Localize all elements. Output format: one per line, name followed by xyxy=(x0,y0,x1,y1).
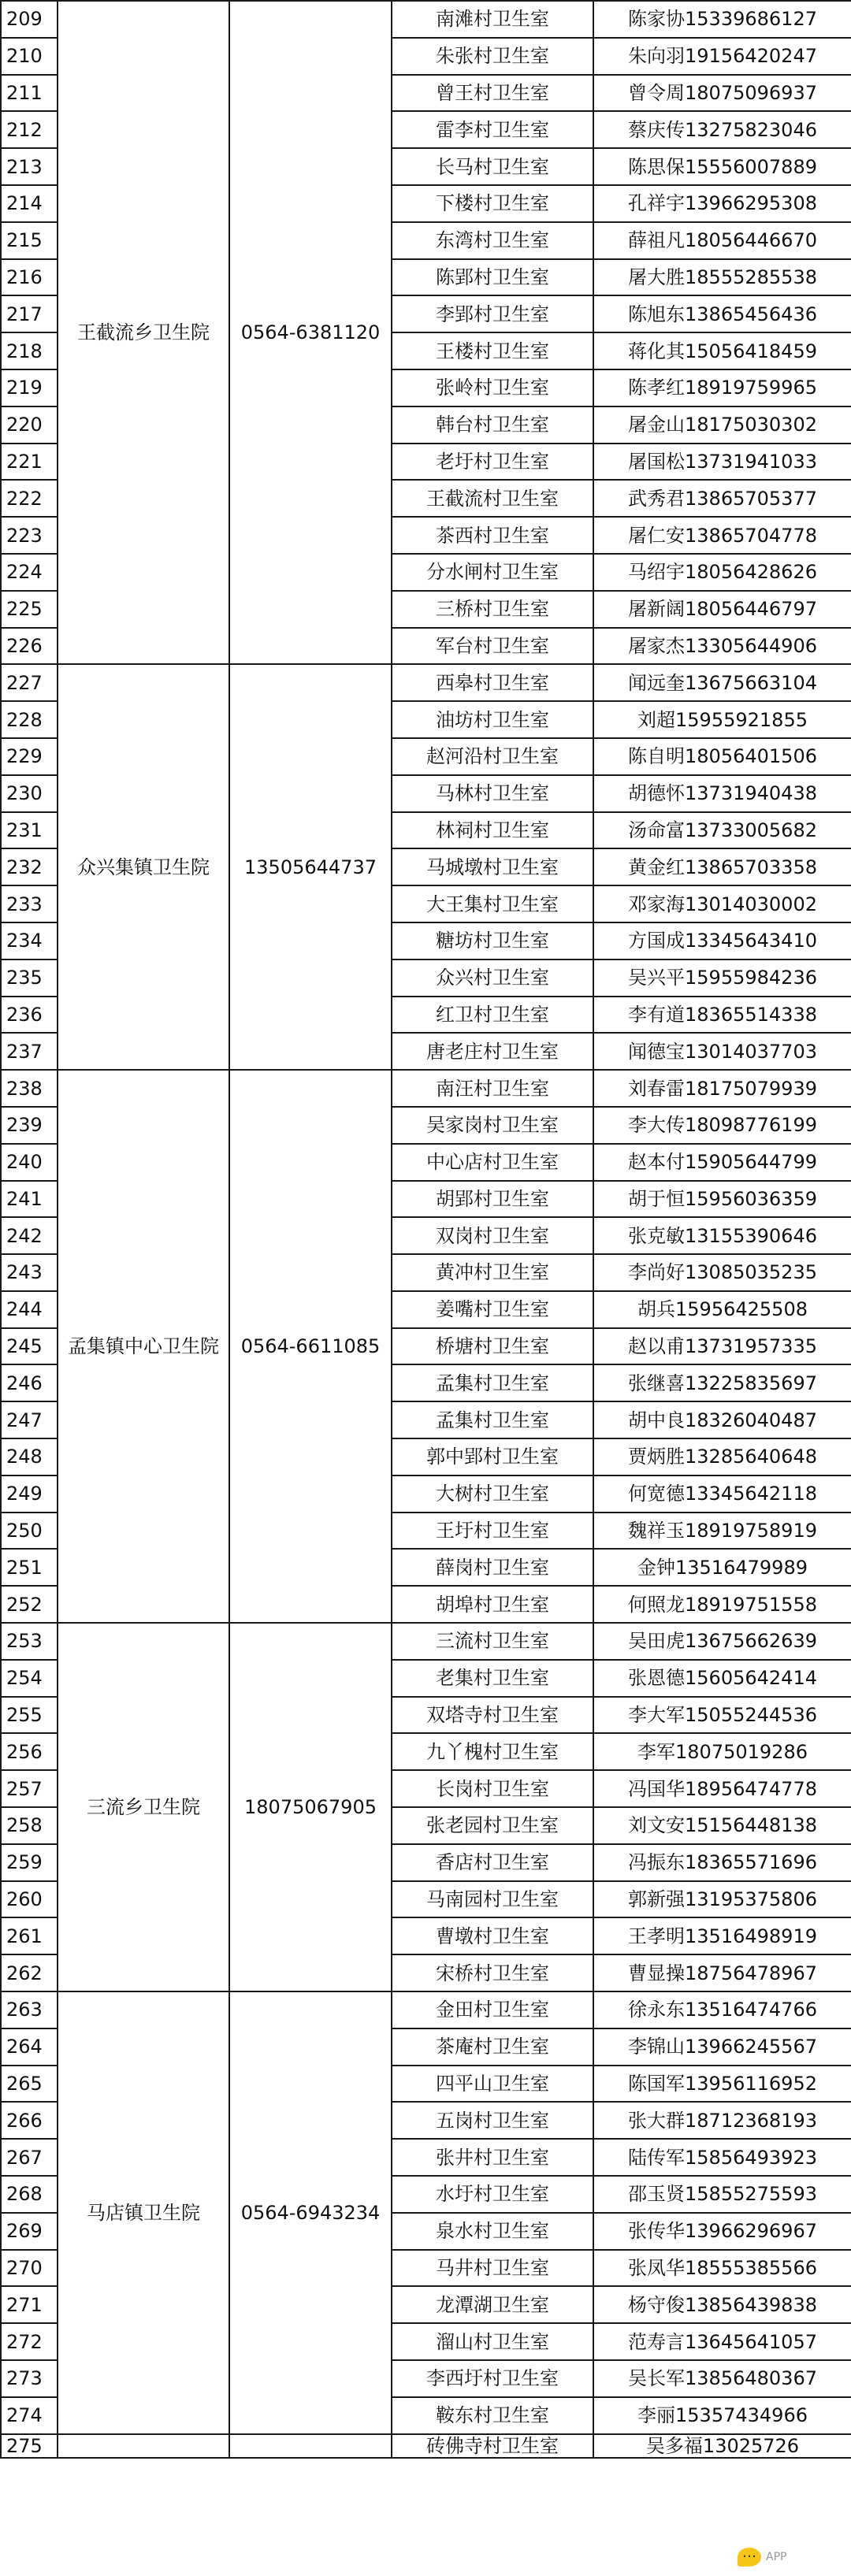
village-clinic: 老集村卫生室 xyxy=(392,1660,593,1697)
doctor-contact: 屠家杰13305644906 xyxy=(593,628,851,665)
hospital-phone: 0564-6381120 xyxy=(229,1,392,664)
village-clinic: 张老园村卫生室 xyxy=(392,1807,593,1844)
doctor-contact: 冯国华18956474778 xyxy=(593,1770,851,1807)
row-number: 230 xyxy=(1,775,58,812)
row-number: 223 xyxy=(1,517,58,554)
village-clinic: 大树村卫生室 xyxy=(392,1475,593,1513)
doctor-contact: 李有道18365514338 xyxy=(593,997,851,1034)
doctor-contact: 闻远奎13675663104 xyxy=(593,664,851,701)
doctor-contact: 邓家海13014030002 xyxy=(593,885,851,922)
village-clinic: 九丫槐村卫生室 xyxy=(392,1733,593,1770)
doctor-contact: 李军18075019286 xyxy=(593,1733,851,1770)
row-number: 267 xyxy=(1,2139,58,2176)
row-number: 266 xyxy=(1,2102,58,2139)
village-clinic: 孟集村卫生室 xyxy=(392,1401,593,1438)
doctor-contact: 范寿言13645641057 xyxy=(593,2323,851,2360)
doctor-contact: 陈思保15556007889 xyxy=(593,148,851,185)
village-clinic: 茶西村卫生室 xyxy=(392,517,593,554)
row-number: 262 xyxy=(1,1954,58,1991)
village-clinic: 张井村卫生室 xyxy=(392,2139,593,2176)
doctor-contact: 何宽德13345642118 xyxy=(593,1475,851,1513)
doctor-contact: 屠国松13731941033 xyxy=(593,444,851,481)
row-number: 261 xyxy=(1,1917,58,1954)
village-clinic: 林祠村卫生室 xyxy=(392,812,593,849)
village-clinic: 众兴村卫生室 xyxy=(392,960,593,997)
village-clinic: 鞍东村卫生室 xyxy=(392,2397,593,2434)
village-clinic: 南汪村卫生室 xyxy=(392,1070,593,1107)
row-number: 232 xyxy=(1,848,58,885)
doctor-contact: 黄金红13865703358 xyxy=(593,848,851,885)
doctor-contact: 刘春雷18175079939 xyxy=(593,1070,851,1107)
doctor-contact: 陆传军15856493923 xyxy=(593,2139,851,2176)
row-number: 213 xyxy=(1,148,58,185)
doctor-contact: 汤命富13733005682 xyxy=(593,812,851,849)
village-clinic: 黄冲村卫生室 xyxy=(392,1254,593,1291)
village-clinic: 五岗村卫生室 xyxy=(392,2102,593,2139)
row-number: 211 xyxy=(1,75,58,112)
row-number: 236 xyxy=(1,997,58,1034)
hospital-phone: 18075067905 xyxy=(229,1623,392,1991)
row-number: 234 xyxy=(1,922,58,960)
row-number: 218 xyxy=(1,332,58,369)
row-number: 263 xyxy=(1,1991,58,2029)
table-row xyxy=(1,664,851,701)
village-clinic: 朱张村卫生室 xyxy=(392,38,593,75)
village-clinic: 吴家岗村卫生室 xyxy=(392,1107,593,1144)
village-clinic: 茶庵村卫生室 xyxy=(392,2029,593,2066)
row-number: 241 xyxy=(1,1181,58,1218)
doctor-contact: 贾炳胜13285640648 xyxy=(593,1438,851,1475)
row-number: 231 xyxy=(1,812,58,849)
table-row xyxy=(1,2434,851,2458)
village-clinic: 马林村卫生室 xyxy=(392,775,593,812)
doctor-contact: 屠仁安13865704778 xyxy=(593,517,851,554)
row-number: 275 xyxy=(1,2434,58,2458)
village-clinic: 四平山卫生室 xyxy=(392,2066,593,2103)
row-number: 238 xyxy=(1,1070,58,1107)
row-number: 233 xyxy=(1,885,58,922)
doctor-contact: 曾令周18075096937 xyxy=(593,75,851,112)
row-number: 246 xyxy=(1,1364,58,1401)
village-clinic: 大王集村卫生室 xyxy=(392,885,593,922)
doctor-contact: 张克敏13155390646 xyxy=(593,1217,851,1254)
row-number: 253 xyxy=(1,1623,58,1660)
village-clinic: 长岗村卫生室 xyxy=(392,1770,593,1807)
row-number: 256 xyxy=(1,1733,58,1770)
village-clinic: 王截流村卫生室 xyxy=(392,480,593,517)
row-number: 225 xyxy=(1,591,58,628)
doctor-contact: 曹显操18756478967 xyxy=(593,1954,851,1991)
table-row xyxy=(1,1070,851,1107)
row-number: 255 xyxy=(1,1697,58,1734)
row-number: 219 xyxy=(1,369,58,406)
doctor-contact: 朱向羽19156420247 xyxy=(593,38,851,75)
doctor-contact: 张凤华18555385566 xyxy=(593,2250,851,2287)
doctor-contact: 金钟13516479989 xyxy=(593,1549,851,1586)
row-number: 222 xyxy=(1,480,58,517)
doctor-contact: 张恩德15605642414 xyxy=(593,1660,851,1697)
row-number: 240 xyxy=(1,1144,58,1181)
hospital-phone: 13505644737 xyxy=(229,664,392,1070)
doctor-contact: 马绍宇18056428626 xyxy=(593,554,851,591)
row-number: 272 xyxy=(1,2323,58,2360)
village-clinic: 下楼村卫生室 xyxy=(392,185,593,222)
row-number: 260 xyxy=(1,1881,58,1918)
row-number: 209 xyxy=(1,1,58,38)
village-clinic: 韩台村卫生室 xyxy=(392,406,593,444)
doctor-contact: 武秀君13865705377 xyxy=(593,480,851,517)
row-number: 265 xyxy=(1,2066,58,2103)
doctor-contact: 闻德宝13014037703 xyxy=(593,1033,851,1070)
doctor-contact: 徐永东13516474766 xyxy=(593,1991,851,2029)
village-clinic: 曾王村卫生室 xyxy=(392,75,593,112)
village-clinic: 长马村卫生室 xyxy=(392,148,593,185)
row-number: 229 xyxy=(1,738,58,775)
doctor-contact: 邵玉贤15855275593 xyxy=(593,2176,851,2213)
village-clinic: 水圩村卫生室 xyxy=(392,2176,593,2213)
village-clinic: 金田村卫生室 xyxy=(392,1991,593,2029)
row-number: 248 xyxy=(1,1438,58,1475)
hospital-name: 马店镇卫生院 xyxy=(58,1991,229,2434)
row-number: 257 xyxy=(1,1770,58,1807)
doctor-contact: 李大传18098776199 xyxy=(593,1107,851,1144)
village-clinic: 桥塘村卫生室 xyxy=(392,1328,593,1365)
doctor-contact: 张继喜13225835697 xyxy=(593,1364,851,1401)
village-clinic: 陈郢村卫生室 xyxy=(392,259,593,296)
hospital-name: 孟集镇中心卫生院 xyxy=(58,1070,229,1623)
doctor-contact: 陈国军13956116952 xyxy=(593,2066,851,2103)
doctor-contact: 冯振东18365571696 xyxy=(593,1844,851,1881)
village-clinic: 胡郢村卫生室 xyxy=(392,1181,593,1218)
doctor-contact: 吴多福13025726 xyxy=(593,2434,851,2458)
row-number: 258 xyxy=(1,1807,58,1844)
row-number: 215 xyxy=(1,222,58,259)
row-number: 268 xyxy=(1,2176,58,2213)
doctor-contact: 蔡庆传13275823046 xyxy=(593,111,851,148)
hospital-name xyxy=(58,2434,229,2458)
village-clinic: 砖佛寺村卫生室 xyxy=(392,2434,593,2458)
hospital-name: 三流乡卫生院 xyxy=(58,1623,229,1991)
village-clinic: 双塔寺村卫生室 xyxy=(392,1697,593,1734)
row-number: 220 xyxy=(1,406,58,444)
chat-bubble-icon xyxy=(738,2548,761,2567)
doctor-contact: 蒋化其15056418459 xyxy=(593,332,851,369)
row-number: 269 xyxy=(1,2213,58,2250)
doctor-contact: 吴兴平15955984236 xyxy=(593,960,851,997)
village-clinic: 薛岗村卫生室 xyxy=(392,1549,593,1586)
village-clinic: 溜山村卫生室 xyxy=(392,2323,593,2360)
doctor-contact: 李锦山13966245567 xyxy=(593,2029,851,2066)
row-number: 237 xyxy=(1,1033,58,1070)
doctor-contact: 张大群18712368193 xyxy=(593,2102,851,2139)
row-number: 273 xyxy=(1,2360,58,2397)
doctor-contact: 陈家协15339686127 xyxy=(593,1,851,38)
village-clinic: 油坊村卫生室 xyxy=(392,701,593,738)
watermark xyxy=(734,2543,845,2571)
village-clinic: 中心店村卫生室 xyxy=(392,1144,593,1181)
village-clinic: 马南园村卫生室 xyxy=(392,1881,593,1918)
row-number: 245 xyxy=(1,1328,58,1365)
doctor-contact: 杨守俊13856439838 xyxy=(593,2286,851,2323)
row-number: 216 xyxy=(1,259,58,296)
table-row xyxy=(1,1991,851,2029)
village-clinic: 雷李村卫生室 xyxy=(392,111,593,148)
village-clinic: 东湾村卫生室 xyxy=(392,222,593,259)
row-number: 244 xyxy=(1,1291,58,1328)
hospital-phone: 0564-6943234 xyxy=(229,1991,392,2434)
village-clinic: 泉水村卫生室 xyxy=(392,2213,593,2250)
village-clinic: 红卫村卫生室 xyxy=(392,997,593,1034)
village-clinic: 军台村卫生室 xyxy=(392,628,593,665)
row-number: 210 xyxy=(1,38,58,75)
village-clinic: 张岭村卫生室 xyxy=(392,369,593,406)
row-number: 235 xyxy=(1,960,58,997)
village-clinic: 李郢村卫生室 xyxy=(392,295,593,332)
row-number: 254 xyxy=(1,1660,58,1697)
row-number: 274 xyxy=(1,2397,58,2434)
doctor-contact: 胡兵15956425508 xyxy=(593,1291,851,1328)
row-number: 270 xyxy=(1,2250,58,2287)
doctor-contact: 陈旭东13865456436 xyxy=(593,295,851,332)
hospital-name: 王截流乡卫生院 xyxy=(58,1,229,664)
village-clinic: 王圩村卫生室 xyxy=(392,1513,593,1550)
table-row xyxy=(1,1623,851,1660)
row-number: 259 xyxy=(1,1844,58,1881)
row-number: 242 xyxy=(1,1217,58,1254)
village-clinic: 李西圩村卫生室 xyxy=(392,2360,593,2397)
doctor-contact: 屠大胜18555285538 xyxy=(593,259,851,296)
village-clinic: 胡埠村卫生室 xyxy=(392,1586,593,1623)
doctor-contact: 胡于恒15956036359 xyxy=(593,1181,851,1218)
row-number: 221 xyxy=(1,444,58,481)
doctor-contact: 郭新强13195375806 xyxy=(593,1881,851,1918)
row-number: 228 xyxy=(1,701,58,738)
village-clinic: 西皋村卫生室 xyxy=(392,664,593,701)
village-clinic: 唐老庄村卫生室 xyxy=(392,1033,593,1070)
village-clinic: 老圩村卫生室 xyxy=(392,444,593,481)
doctor-contact: 陈自明18056401506 xyxy=(593,738,851,775)
doctor-contact: 赵以甫13731957335 xyxy=(593,1328,851,1365)
row-number: 249 xyxy=(1,1475,58,1513)
village-clinic: 分水闸村卫生室 xyxy=(392,554,593,591)
doctor-contact: 胡中良18326040487 xyxy=(593,1401,851,1438)
hospital-phone xyxy=(229,2434,392,2458)
village-clinic: 香店村卫生室 xyxy=(392,1844,593,1881)
doctor-contact: 屠金山18175030302 xyxy=(593,406,851,444)
clinic-table-body xyxy=(1,1,851,2458)
village-clinic: 赵河沿村卫生室 xyxy=(392,738,593,775)
village-clinic: 宋桥村卫生室 xyxy=(392,1954,593,1991)
row-number: 227 xyxy=(1,664,58,701)
row-number: 212 xyxy=(1,111,58,148)
row-number: 214 xyxy=(1,185,58,222)
village-clinic: 三流村卫生室 xyxy=(392,1623,593,1660)
doctor-contact: 胡德怀13731940438 xyxy=(593,775,851,812)
doctor-contact: 李大军15055244536 xyxy=(593,1697,851,1734)
doctor-contact: 何照龙18919751558 xyxy=(593,1586,851,1623)
village-clinic: 马井村卫生室 xyxy=(392,2250,593,2287)
doctor-contact: 吴田虎13675662639 xyxy=(593,1623,851,1660)
row-number: 250 xyxy=(1,1513,58,1550)
village-clinic: 王楼村卫生室 xyxy=(392,332,593,369)
doctor-contact: 张传华13966296967 xyxy=(593,2213,851,2250)
doctor-contact: 吴长军13856480367 xyxy=(593,2360,851,2397)
village-clinic: 郭中郢村卫生室 xyxy=(392,1438,593,1475)
row-number: 264 xyxy=(1,2029,58,2066)
village-clinic: 糖坊村卫生室 xyxy=(392,922,593,960)
doctor-contact: 刘文安15156448138 xyxy=(593,1807,851,1844)
village-clinic: 姜嘴村卫生室 xyxy=(392,1291,593,1328)
doctor-contact: 薛祖凡18056446670 xyxy=(593,222,851,259)
watermark-text: APP xyxy=(766,2551,787,2563)
village-clinic: 孟集村卫生室 xyxy=(392,1364,593,1401)
village-clinic: 曹墩村卫生室 xyxy=(392,1917,593,1954)
village-clinic: 三桥村卫生室 xyxy=(392,591,593,628)
doctor-contact: 屠新阔18056446797 xyxy=(593,591,851,628)
row-number: 271 xyxy=(1,2286,58,2323)
doctor-contact: 陈孝红18919759965 xyxy=(593,369,851,406)
doctor-contact: 孔祥宇13966295308 xyxy=(593,185,851,222)
row-number: 252 xyxy=(1,1586,58,1623)
hospital-phone: 0564-6611085 xyxy=(229,1070,392,1623)
row-number: 217 xyxy=(1,295,58,332)
doctor-contact: 李丽15357434966 xyxy=(593,2397,851,2434)
doctor-contact: 方国成13345643410 xyxy=(593,922,851,960)
village-clinic: 马城墩村卫生室 xyxy=(392,848,593,885)
row-number: 243 xyxy=(1,1254,58,1291)
row-number: 226 xyxy=(1,628,58,665)
doctor-contact: 李尚好13085035235 xyxy=(593,1254,851,1291)
row-number: 224 xyxy=(1,554,58,591)
row-number: 251 xyxy=(1,1549,58,1586)
doctor-contact: 王孝明13516498919 xyxy=(593,1917,851,1954)
table-row xyxy=(1,1,851,38)
doctor-contact: 刘超15955921855 xyxy=(593,701,851,738)
village-clinic: 龙潭湖卫生室 xyxy=(392,2286,593,2323)
row-number: 247 xyxy=(1,1401,58,1438)
village-clinic: 南滩村卫生室 xyxy=(392,1,593,38)
doctor-contact: 赵本付15905644799 xyxy=(593,1144,851,1181)
row-number: 239 xyxy=(1,1107,58,1144)
village-clinic: 双岗村卫生室 xyxy=(392,1217,593,1254)
doctor-contact: 魏祥玉18919758919 xyxy=(593,1513,851,1550)
hospital-name: 众兴集镇卫生院 xyxy=(58,664,229,1070)
